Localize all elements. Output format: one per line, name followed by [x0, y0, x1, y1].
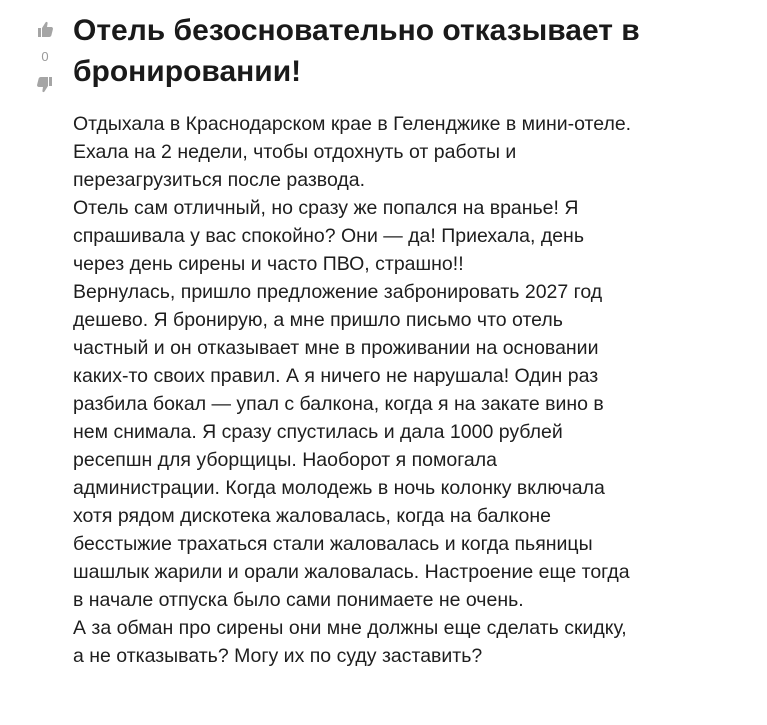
post [73, 10, 745, 670]
post-body-line: Вернулась, пришло предложение забронировать 2027 год [73, 281, 603, 303]
post-title-line: Отель безосновательно отказывает в [73, 14, 640, 47]
post-body [73, 110, 745, 670]
post-body-line: частный и он отказывает мне в проживании на основании [73, 337, 599, 359]
post-body-line: хотя рядом дискотека жаловалась, когда на балконе [73, 505, 551, 527]
post-body-line: Ехала на 2 недели, чтобы отдохнуть от работы и [73, 141, 517, 163]
post-body-line: каких-то своих правил. А я ничего не нарушала! Один раз [73, 365, 599, 387]
post-body-line: шашлык жарили и орали жаловалась. Настроение еще тогда [73, 561, 630, 583]
post-body-line: дешево. Я бронирую, а мне пришло письмо что отель [73, 309, 563, 331]
upvote-button[interactable] [34, 18, 56, 40]
post-body-line: в начале отпуска было сами понимаете не очень. [73, 589, 524, 611]
post-body-line: бесстыжие трахаться стали жаловалась и когда пьяницы [73, 533, 593, 555]
post-body-line: администрации. Когда молодежь в ночь колонку включала [73, 477, 605, 499]
post-body-line: ресепшн для уборщицы. Наоборот я помогала [73, 449, 497, 471]
post-body-line: нем снимала. Я сразу спустилась и дала 1000 рублей [73, 421, 563, 443]
post-body-line: а не отказывать? Могу их по суду заставить? [73, 645, 483, 667]
post-body-line: через день сирены и часто ПВО, страшно!! [73, 253, 464, 275]
thumbs-down-icon [35, 75, 55, 95]
vote-count: 0 [41, 49, 49, 64]
vote-column [34, 18, 56, 96]
thumbs-up-icon [35, 19, 55, 39]
downvote-button[interactable] [34, 74, 56, 96]
post-body-line: Отдыхала в Краснодарском крае в Геленджике в мини-отеле. [73, 113, 632, 135]
post-title[interactable] [73, 10, 745, 92]
post-body-line: Отель сам отличный, но сразу же попался на вранье! Я [73, 197, 579, 219]
post-body-line: А за обман про сирены они мне должны еще сделать скидку, [73, 617, 627, 639]
post-title-line: бронировании! [73, 55, 302, 88]
post-body-line: перезагрузиться после развода. [73, 169, 365, 191]
post-body-line: разбила бокал — упал с балкона, когда я на закате вино в [73, 393, 604, 415]
post-body-line: спрашивала у вас спокойно? Они — да! Приехала, день [73, 225, 584, 247]
